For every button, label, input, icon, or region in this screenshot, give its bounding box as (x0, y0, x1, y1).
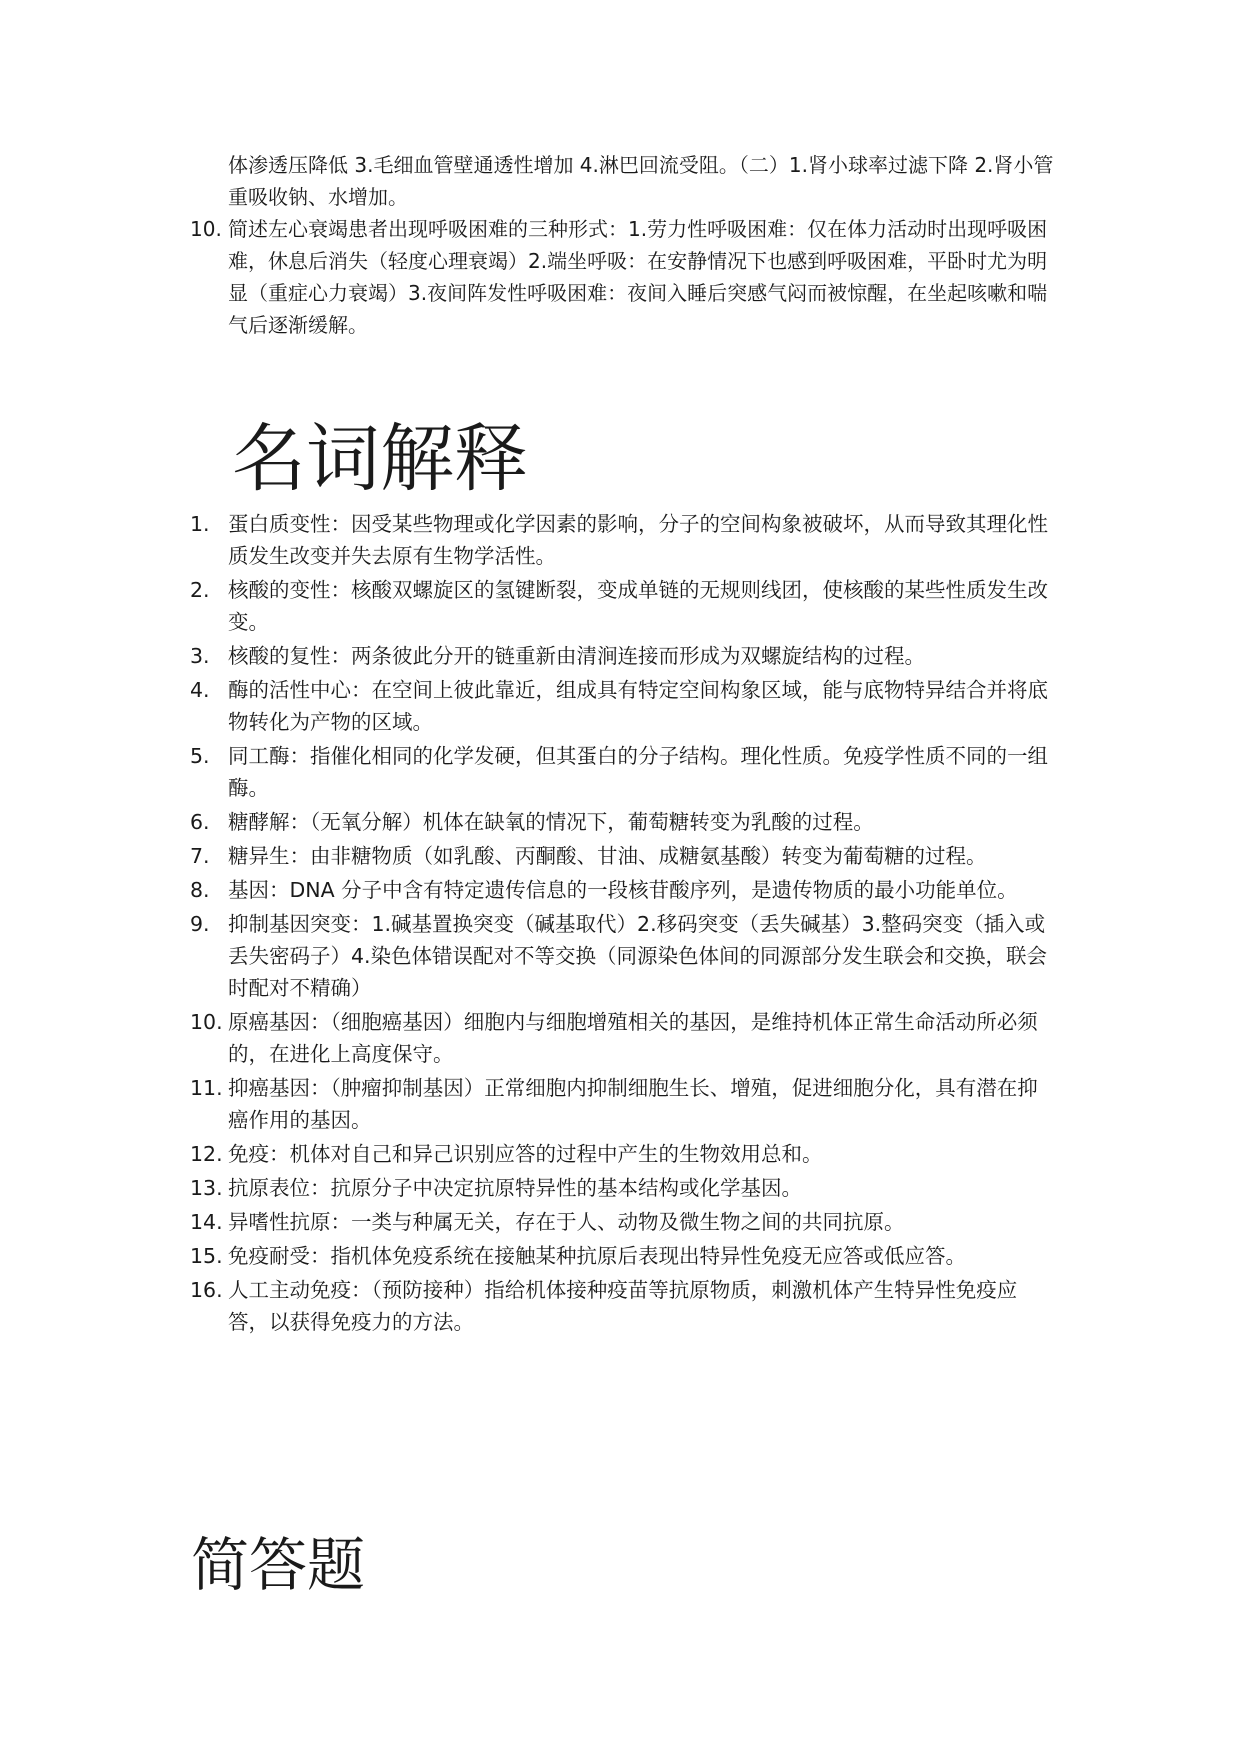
list-item-text: 基因：DNA 分子中含有特定遗传信息的一段核苷酸序列，是遗传物质的最小功能单位。 (228, 878, 1018, 902)
list-item-number: 16. (190, 1278, 223, 1302)
list-item-number: 6. (190, 810, 210, 834)
list-item (190, 840, 1058, 872)
list-item (190, 1138, 1058, 1170)
list-item-number: 10. (190, 1010, 223, 1034)
list-item (190, 574, 1058, 638)
list-item-number: 9. (190, 912, 210, 936)
list-item (190, 874, 1058, 906)
list-item (190, 1072, 1058, 1136)
list-item-text: 抗原表位：抗原分子中决定抗原特异性的基本结构或化学基因。 (228, 1176, 802, 1200)
list-item-text: 抑制基因突变：1.碱基置换突变（碱基取代）2.移码突变（丢失碱基）3.整码突变（插入或丢失密码子）4.染色体错误配对不等交换（同源染色体间的同源部分发生联会和交换，联会时配对不精确） (228, 912, 1048, 1000)
list-item-text: 同工酶：指催化相同的化学发硬，但其蛋白的分子结构。理化性质。免疫学性质不同的一组酶。 (228, 744, 1048, 800)
list-item-number: 14. (190, 1210, 223, 1234)
list-item-number: 8. (190, 878, 210, 902)
list-item-text: 人工主动免疫：（预防接种）指给机体接种疫苗等抗原物质，刺激机体产生特异性免疫应答，以获得免疫力的方法。 (228, 1278, 1018, 1334)
list-item-text: 原癌基因：（细胞癌基因）细胞内与细胞增殖相关的基因，是维持机体正常生命活动所必须的，在进化上高度保守。 (228, 1010, 1038, 1066)
list-item (190, 1240, 1058, 1272)
list-item-text: 核酸的复性：两条彼此分开的链重新由清涧连接而形成为双螺旋结构的过程。 (228, 644, 925, 668)
list-item-number: 7. (190, 844, 210, 868)
list-item-text: 简述左心衰竭患者出现呼吸困难的三种形式：1.劳力性呼吸困难：仅在体力活动时出现呼吸困难，休息后消失（轻度心理衰竭）2.端坐呼吸：在安静情况下也感到呼吸困难，平卧时尤为明显（重症心力衰竭）3.夜间阵发性呼吸困难：夜间入睡后突感气闷而被惊醒，在坐起咳嗽和喘气后逐渐缓解。 (228, 217, 1048, 337)
list-item-text: 抑癌基因：（肿瘤抑制基因）正常细胞内抑制细胞生长、增殖，促进细胞分化，具有潜在抑癌作用的基因。 (228, 1076, 1038, 1132)
list-item (190, 213, 1058, 341)
list-item-text: 糖异生：由非糖物质（如乳酸、丙酮酸、甘油、成糖氨基酸）转变为葡萄糖的过程。 (228, 844, 987, 868)
list-item-number: 10. (190, 217, 222, 241)
list-item-number: 1. (190, 512, 210, 536)
list-item-text: 酶的活性中心：在空间上彼此靠近，组成具有特定空间构象区域，能与底物特异结合并将底物转化为产物的区域。 (228, 678, 1048, 734)
list-item-number: 3. (190, 644, 210, 668)
list-item-text: 免疫耐受：指机体免疫系统在接触某种抗原后表现出特异性免疫无应答或低应答。 (228, 1244, 966, 1268)
list-item-number: 5. (190, 744, 210, 768)
list-item (190, 674, 1058, 738)
list-item-number: 4. (190, 678, 210, 702)
list-item-text: 免疫：机体对自己和异己识别应答的过程中产生的生物效用总和。 (228, 1142, 823, 1166)
definitions-list (190, 508, 1058, 1340)
list-item (190, 908, 1058, 1004)
list-item (190, 640, 1058, 672)
list-item-text: 核酸的变性：核酸双螺旋区的氢键断裂，变成单链的无规则线团，使核酸的某些性质发生改变。 (228, 578, 1048, 634)
list-item-text: 异嗜性抗原：一类与种属无关，存在于人、动物及微生物之间的共同抗原。 (228, 1210, 905, 1234)
list-item (190, 1274, 1058, 1338)
previous-list (190, 213, 1058, 341)
list-item (190, 1172, 1058, 1204)
continuation-paragraph: 体渗透压降低 3.毛细血管壁通透性增加 4.淋巴回流受阻。（二）1.肾小球率过滤下降 2.肾小管重吸收钠、水增加。 (228, 153, 1054, 209)
list-item-number: 15. (190, 1244, 223, 1268)
list-item-text: 糖酵解：（无氧分解）机体在缺氧的情况下，葡萄糖转变为乳酸的过程。 (228, 810, 874, 834)
section-heading-short-answer: 简答题 (191, 1531, 366, 1599)
list-item (190, 1206, 1058, 1238)
list-item (190, 740, 1058, 804)
list-item (190, 806, 1058, 838)
list-item-number: 12. (190, 1142, 223, 1166)
list-item (190, 508, 1058, 572)
list-item-number: 13. (190, 1176, 223, 1200)
list-item-number: 2. (190, 578, 210, 602)
section-heading-definitions: 名词解释 (232, 416, 528, 502)
list-item (190, 1006, 1058, 1070)
list-item-number: 11. (190, 1076, 223, 1100)
list-item-text: 蛋白质变性：因受某些物理或化学因素的影响，分子的空间构象被破坏，从而导致其理化性质发生改变并失去原有生物学活性。 (228, 512, 1048, 568)
